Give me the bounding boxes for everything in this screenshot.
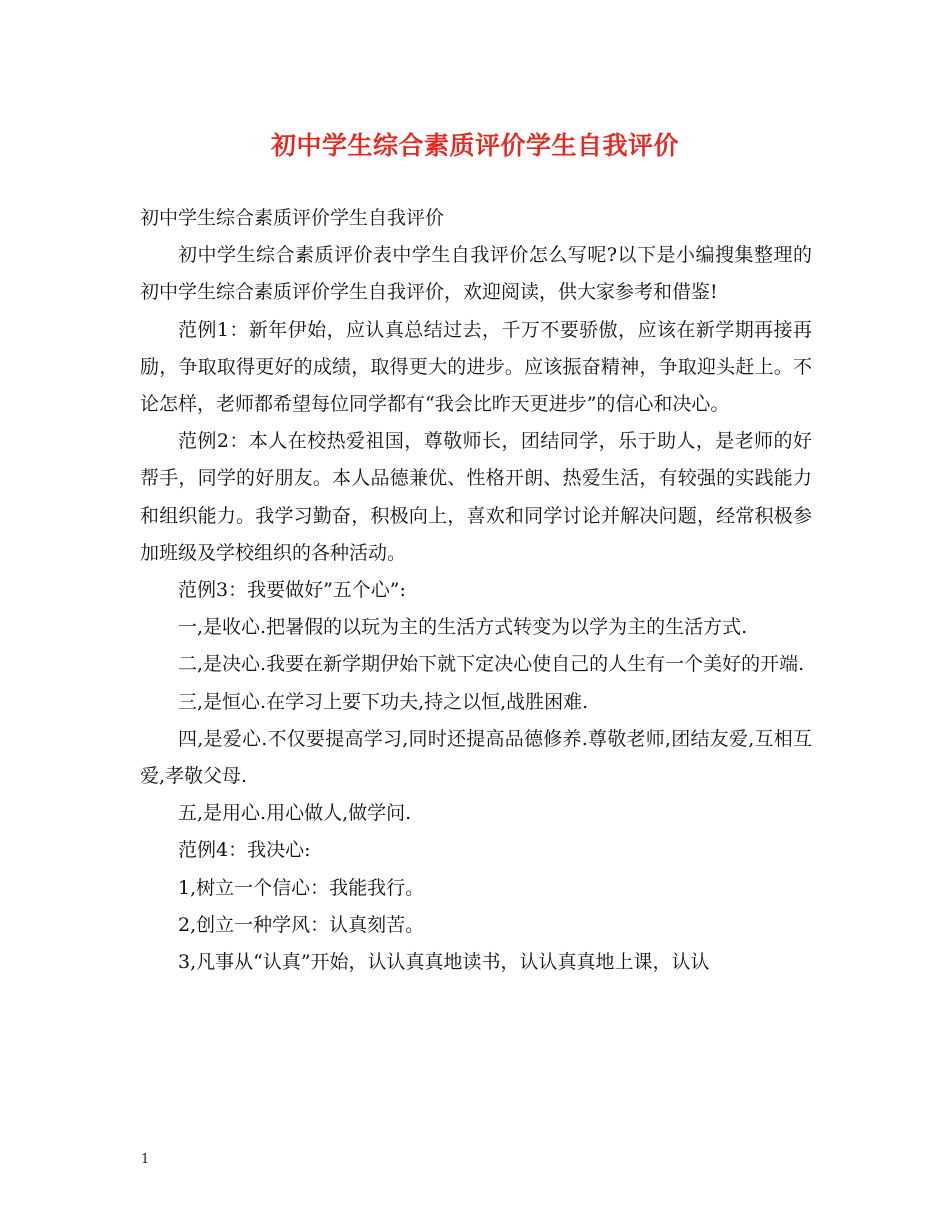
document-body bbox=[140, 200, 812, 981]
example-3-item-3: 三,是恒心.在学习上要下功夫,持之以恒,战胜困难. bbox=[178, 690, 589, 713]
example-2-paragraph: 范例2：本人在校热爱祖国，尊敬师长，团结同学，乐于助人，是老师的好帮手，同学的好朋友。本人品德兼优、性格开朗、热爱生活，有较强的实践能力和组织能力。我学习勤奋，积极向上，喜欢和同学讨论并解决问题，经常积极参加班级及学校组织的各种活动。 bbox=[140, 430, 812, 564]
example-3-item-4: 四,是爱心.不仅要提高学习,同时还提高品德修养.尊敬老师,团结友爱,互相互爱,孝敬父母. bbox=[140, 727, 812, 788]
page-number: 1 bbox=[141, 1152, 150, 1167]
example-3-item-2: 二,是决心.我要在新学期伊始下就下定决心使自己的人生有一个美好的开端. bbox=[178, 653, 805, 676]
example-1-paragraph: 范例1：新年伊始，应认真总结过去，千万不要骄傲，应该在新学期再接再励，争取取得更好的成绩，取得更大的进步。应该振奋精神，争取迎头赶上。不论怎样，老师都希望每位同学都有“我会比昨天更进步”的信心和决心。 bbox=[140, 318, 812, 416]
example-4-item-2: 2,创立一种学风：认真刻苦。 bbox=[178, 913, 425, 936]
example-3-heading: 范例3：我要做好”五个心”: bbox=[178, 579, 406, 602]
example-3-item-5: 五,是用心.用心做人,做学问. bbox=[178, 802, 412, 825]
example-4-item-1: 1,树立一个信心：我能我行。 bbox=[178, 876, 425, 899]
example-4-heading: 范例4：我决心: bbox=[178, 839, 311, 862]
example-3-item-1: 一,是收心.把暑假的以玩为主的生活方式转变为以学为主的生活方式. bbox=[178, 616, 748, 639]
document-title: 初中学生综合素质评价学生自我评价 bbox=[270, 131, 679, 160]
example-4-item-3: 3,凡事从“认真”开始，认认真真地读书，认认真真地上课，认认 bbox=[178, 951, 710, 974]
intro-paragraph: 初中学生综合素质评价表中学生自我评价怎么写呢?以下是小编搜集整理的初中学生综合素质评价学生自我评价，欢迎阅读，供大家参考和借鉴! bbox=[140, 244, 812, 304]
subtitle-paragraph: 初中学生综合素质评价学生自我评价 bbox=[140, 207, 445, 229]
